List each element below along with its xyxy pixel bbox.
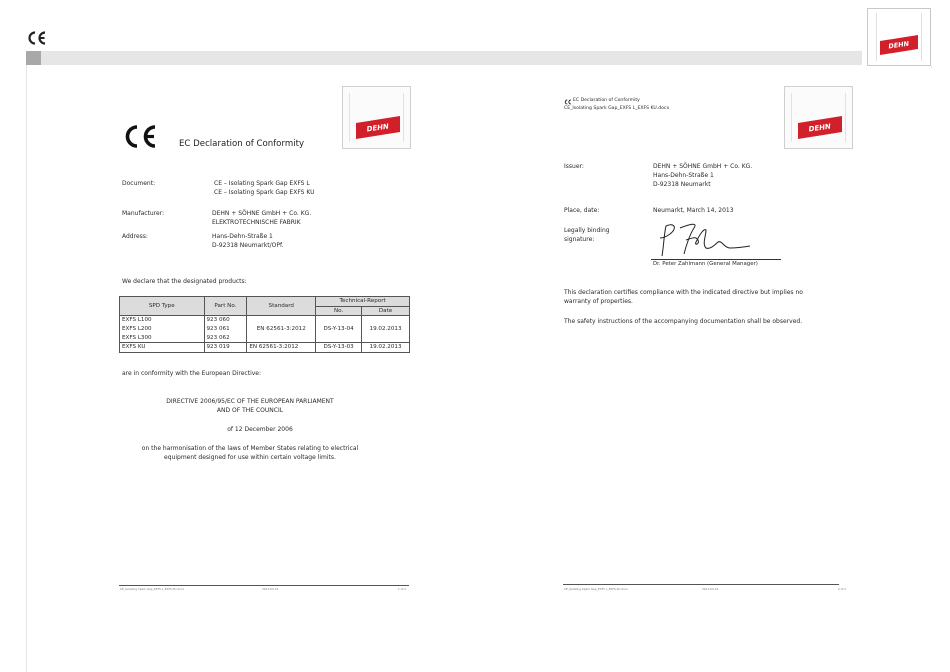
field-value: CE – Isolating Spark Gap EXFS KU	[214, 189, 315, 196]
field-label: Document:	[122, 180, 156, 187]
footer-date: 2013-03-14	[702, 587, 719, 591]
toolbar-square	[26, 51, 41, 65]
field-value: D-92318 Neumarkt/OPf.	[212, 242, 284, 249]
safety-text: The safety instructions of the accompanying documentation shall be observed.	[564, 318, 803, 325]
svg-text:DEHN: DEHN	[887, 39, 910, 51]
issuer-value: Hans-Dehn-Straße 1	[653, 172, 714, 179]
header-part-no: Part No.	[204, 297, 247, 316]
header-no: No.	[316, 306, 362, 316]
header-spd-type: SPD Type	[120, 297, 205, 316]
place-value: Neumarkt, March 14, 2013	[653, 207, 734, 214]
binding-label: signature:	[564, 236, 595, 243]
page1-logo	[342, 86, 411, 149]
field-value: ELEKTROTECHNISCHE FABRIK	[212, 219, 301, 226]
document-page-2	[470, 68, 932, 672]
header-date: Date	[362, 306, 410, 316]
footer-page: 2 of 2	[838, 587, 847, 591]
directive-line: AND OF THE COUNCIL	[216, 407, 284, 414]
field-label: Address:	[122, 233, 148, 240]
toolbar-band	[26, 51, 862, 65]
footer-filename: CE_Isolating Spark Gap_EXFS L_EXFS KU.docx	[564, 587, 629, 591]
table-row: EXFS L300 923 062	[120, 334, 410, 343]
page2-header-title: EC Declaration of Conformity	[573, 98, 640, 103]
dehn-logo	[867, 8, 931, 66]
ce-mark-icon	[122, 123, 160, 150]
page2-header-file: CE_Isolating Spark Gap_EXFS L_EXFS KU.docx	[564, 106, 670, 111]
issuer-value: DEHN + SÖHNE GmbH + Co. KG.	[653, 163, 753, 170]
svg-text:DEHN: DEHN	[366, 122, 390, 134]
dehn-logo-icon	[785, 87, 854, 150]
declare-text: We declare that the designated products:	[122, 278, 247, 285]
document-title: EC Declaration of Conformity	[179, 139, 305, 149]
field-value: CE – Isolating Spark Gap EXFS L	[214, 180, 310, 187]
ce-mark-icon	[26, 30, 48, 46]
products-table	[119, 296, 410, 353]
conformity-text: are in conformity with the European Directive:	[122, 370, 261, 377]
header-standard: Standard	[247, 297, 316, 316]
issuer-label: Issuer:	[564, 163, 584, 170]
signer-name: Dr. Peter Zahlmann (General Manager)	[653, 261, 758, 267]
footer-rule	[119, 585, 409, 586]
dehn-logo-icon	[343, 87, 412, 150]
issuer-value: D-92318 Neumarkt	[653, 181, 711, 188]
table-row: EXFS L100 923 060 EN 62561-3:2012 DS-Y-13-04 19.02.2013	[120, 316, 410, 325]
dehn-logo-icon	[868, 9, 930, 65]
footer-rule	[563, 584, 676, 585]
ce-mark-icon	[564, 99, 572, 105]
field-label: Manufacturer:	[122, 210, 165, 217]
footer-filename: CE_Isolating Spark Gap_EXFS L_EXFS KU.docx	[120, 587, 185, 591]
harmonisation-line: equipment designed for use within certain voltage limits.	[164, 454, 336, 461]
table-row: EXFS KU 923 019 EN 62561-3:2012 DS-Y-13-03 19.02.2013	[120, 343, 410, 353]
field-value: Hans-Dehn-Straße 1	[212, 233, 273, 240]
footer-date: 2013-03-14	[262, 587, 279, 591]
signature-image	[656, 220, 756, 260]
frame-left	[26, 65, 27, 672]
directive-date: of 12 December 2006	[227, 426, 293, 433]
field-value: DEHN + SÖHNE GmbH + Co. KG.	[212, 210, 312, 217]
directive-line: DIRECTIVE 2006/95/EC OF THE EUROPEAN PARLIAMENT	[166, 398, 334, 405]
footer-rule	[676, 584, 839, 585]
table-row: EXFS L200 923 061	[120, 325, 410, 334]
place-label: Place, date:	[564, 207, 600, 214]
binding-label: Legally binding	[564, 227, 610, 234]
document-page-1	[28, 68, 462, 672]
certification-text: warranty of properties.	[564, 298, 633, 305]
footer-page: 1 of 2	[398, 587, 407, 591]
header-tech-report: Technical-Report	[316, 297, 410, 307]
page2-logo	[784, 86, 853, 149]
harmonisation-line: on the harmonisation of the laws of Member States relating to electrical	[141, 445, 359, 452]
svg-text:DEHN: DEHN	[808, 122, 832, 134]
certification-text: This declaration certifies compliance with the indicated directive but implies no	[564, 289, 803, 296]
